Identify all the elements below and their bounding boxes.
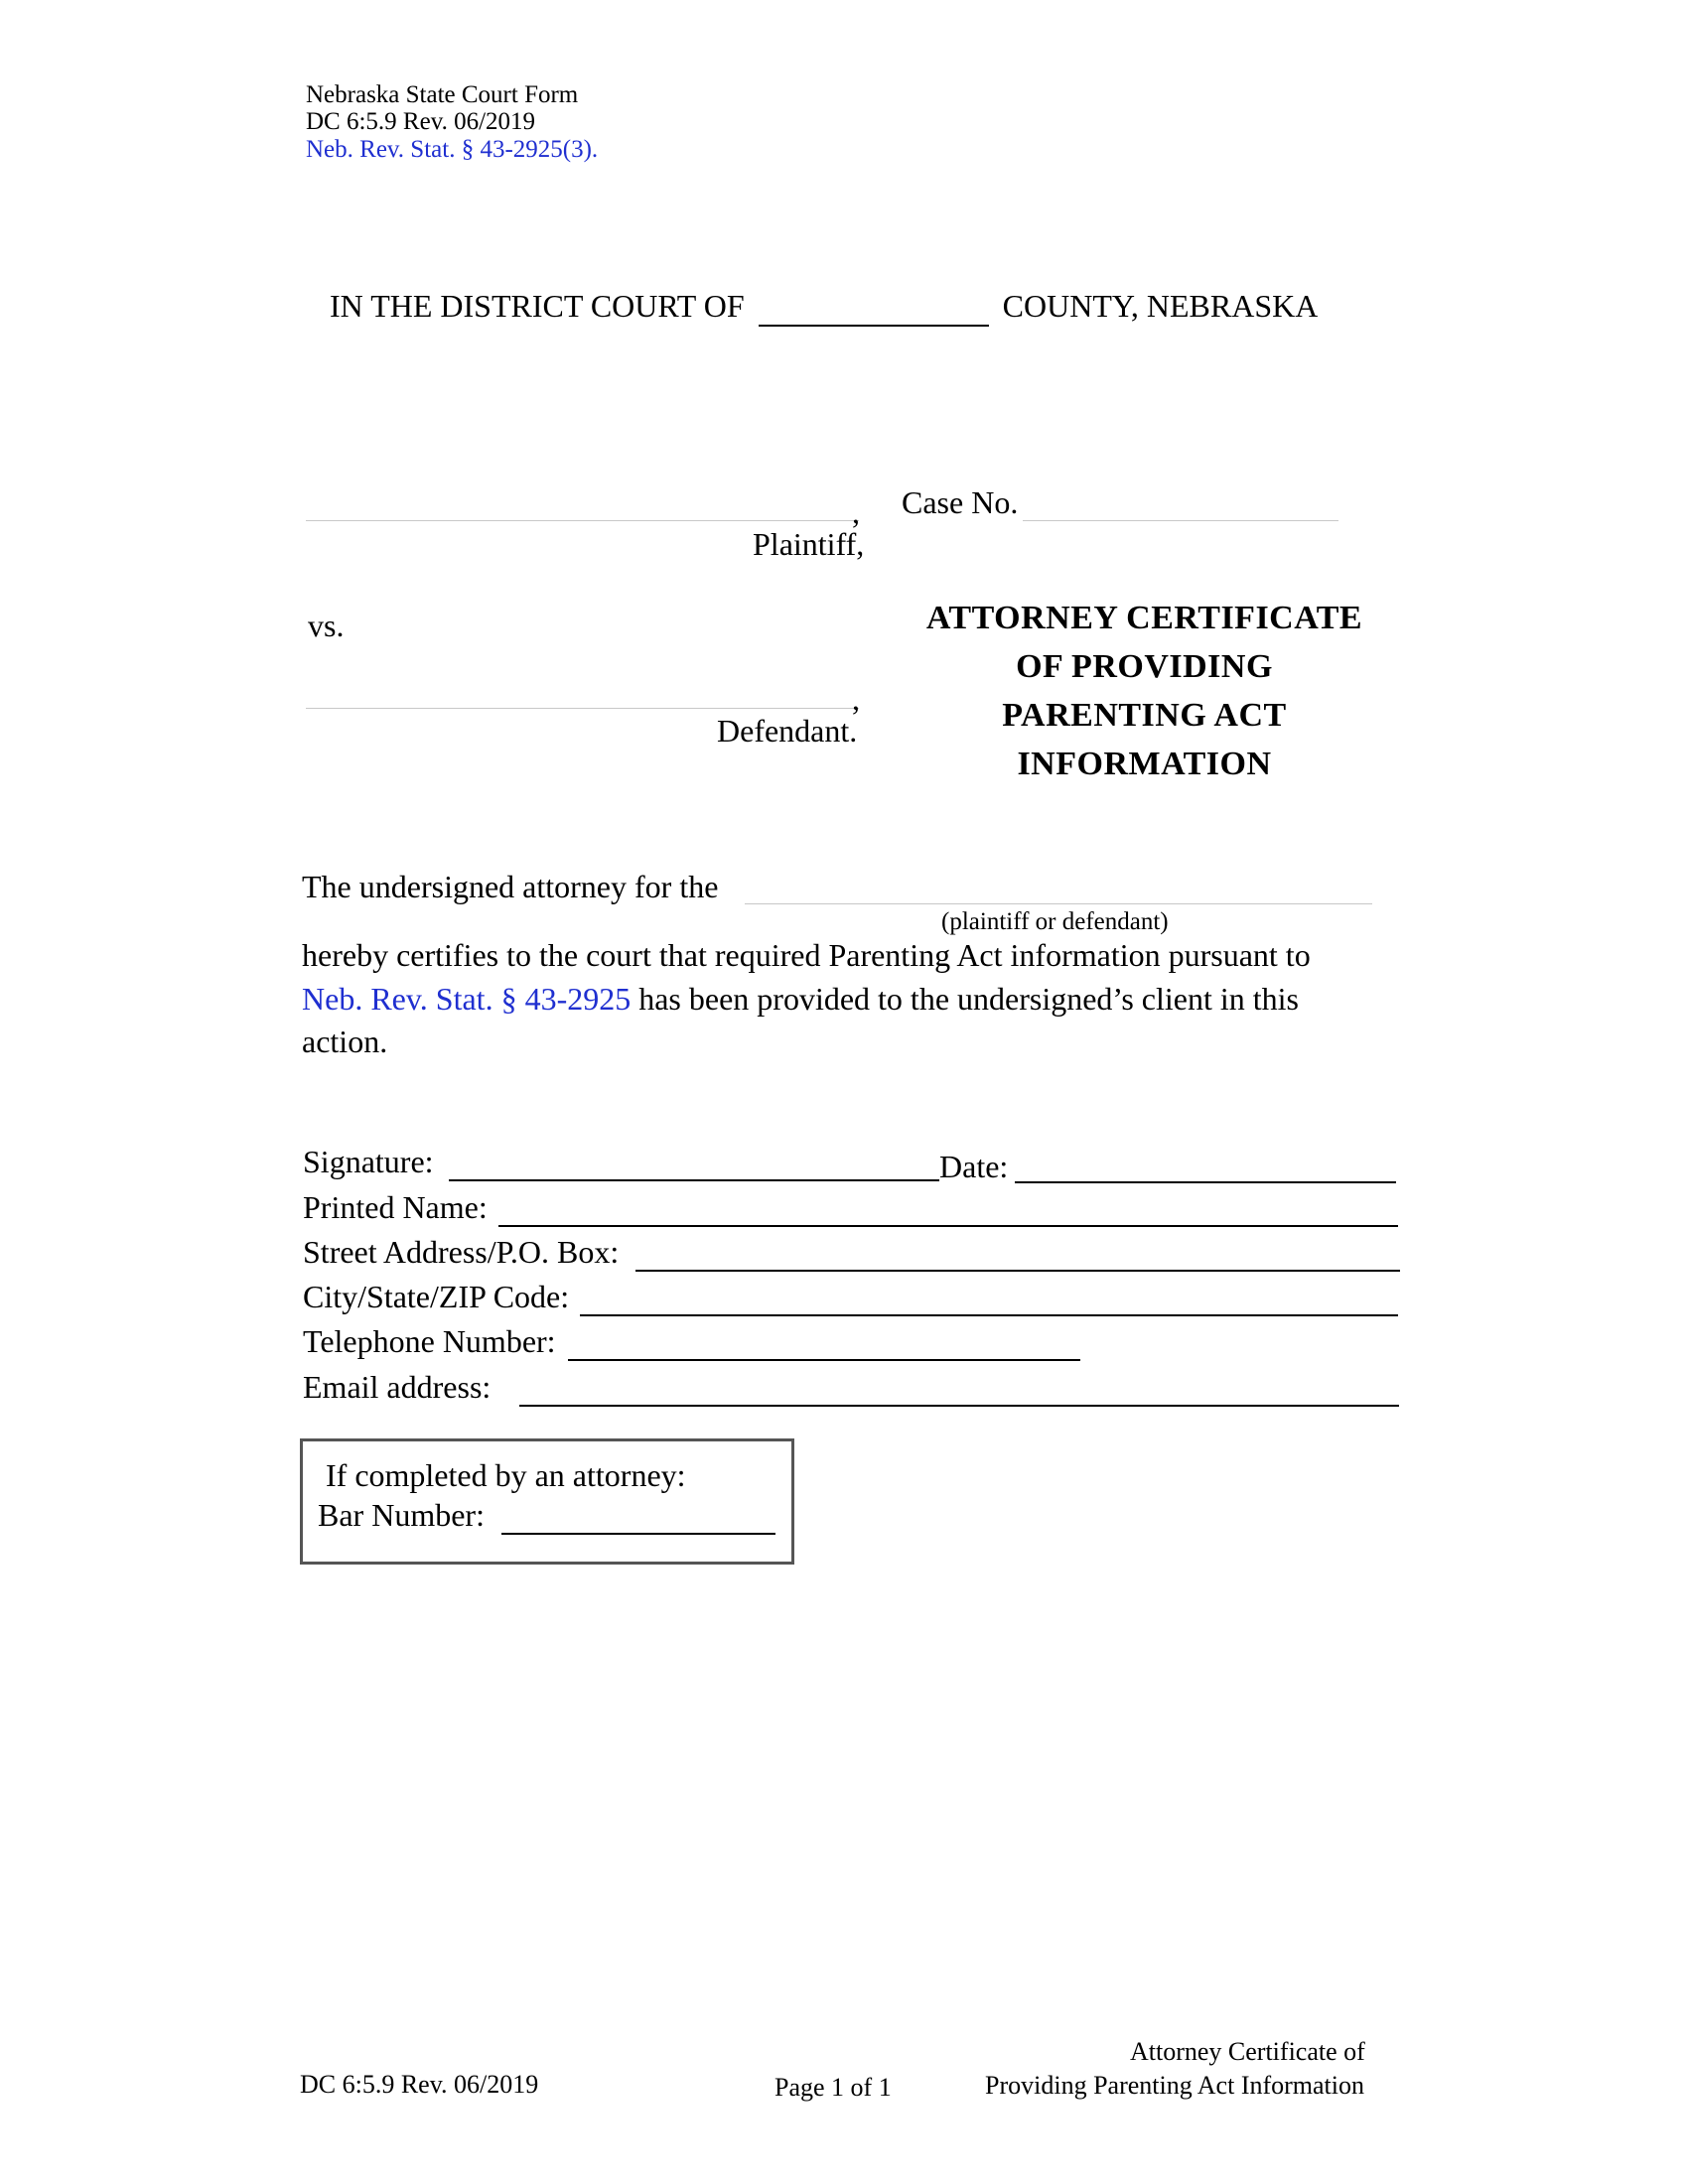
title-line-4: INFORMATION [1017,746,1272,782]
party-designation-hint: (plaintiff or defendant) [941,908,1169,935]
bar-number-label: Bar Number: [318,1497,485,1533]
versus-label: vs. [308,608,345,643]
telephone-label: Telephone Number: [303,1323,556,1359]
footer-page-number: Page 1 of 1 [774,2073,892,2102]
document-title [899,594,1390,788]
footer-title-line-1: Attorney Certificate of [1130,2037,1365,2066]
footer-title-line-2: Providing Parenting Act Information [985,2071,1365,2100]
county-name-field[interactable] [759,288,989,327]
court-heading-suffix: COUNTY, NEBRASKA [1002,288,1319,324]
certification-line-4: action. [302,1024,388,1059]
defendant-name-field[interactable] [306,708,859,709]
defendant-comma: , [852,681,860,717]
printed-name-field[interactable] [498,1225,1398,1227]
certification-intro: The undersigned attorney for the [302,869,719,904]
form-name: Nebraska State Court Form [306,81,579,108]
printed-name-label: Printed Name: [303,1189,488,1225]
signature-label: Signature: [303,1144,434,1179]
title-line-2: OF PROVIDING [1016,648,1273,685]
date-label: Date: [939,1149,1009,1184]
defendant-label: Defendant. [717,713,858,749]
certification-line-3 [302,981,1299,1018]
plaintiff-name-field[interactable] [306,520,859,521]
date-field[interactable] [1015,1181,1396,1183]
statute-link[interactable]: Neb. Rev. Stat. § 43-2925 [302,981,632,1017]
street-address-label: Street Address/P.O. Box: [303,1234,620,1270]
party-designation-field[interactable] [745,903,1372,904]
title-line-3: PARENTING ACT [1002,697,1287,734]
attorney-box-heading: If completed by an attorney: [326,1457,686,1493]
certification-line-2: hereby certifies to the court that required Parenting Act information pursuant to [302,937,1311,973]
footer-form-id: DC 6:5.9 Rev. 06/2019 [300,2070,539,2099]
bar-number-field[interactable] [501,1533,775,1535]
city-state-zip-field[interactable] [580,1314,1398,1316]
street-address-field[interactable] [635,1270,1400,1272]
plaintiff-label: Plaintiff, [753,526,865,562]
plaintiff-comma: , [852,494,860,530]
statute-reference-link[interactable]: Neb. Rev. Stat. § 43-2925(3). [306,136,599,163]
certification-line-3-rest: has been provided to the undersigned’s client in this [631,981,1299,1017]
title-line-1: ATTORNEY CERTIFICATE [925,600,1363,636]
email-label: Email address: [303,1369,492,1405]
court-heading [330,288,1318,327]
court-heading-prefix: IN THE DISTRICT COURT OF [330,288,745,324]
telephone-field[interactable] [568,1359,1080,1361]
form-id: DC 6:5.9 Rev. 06/2019 [306,108,536,135]
city-state-zip-label: City/State/ZIP Code: [303,1279,570,1314]
case-number-field[interactable] [1023,520,1338,521]
signature-field[interactable] [449,1179,939,1181]
case-no-label: Case No. [902,484,1019,520]
email-field[interactable] [519,1405,1399,1407]
